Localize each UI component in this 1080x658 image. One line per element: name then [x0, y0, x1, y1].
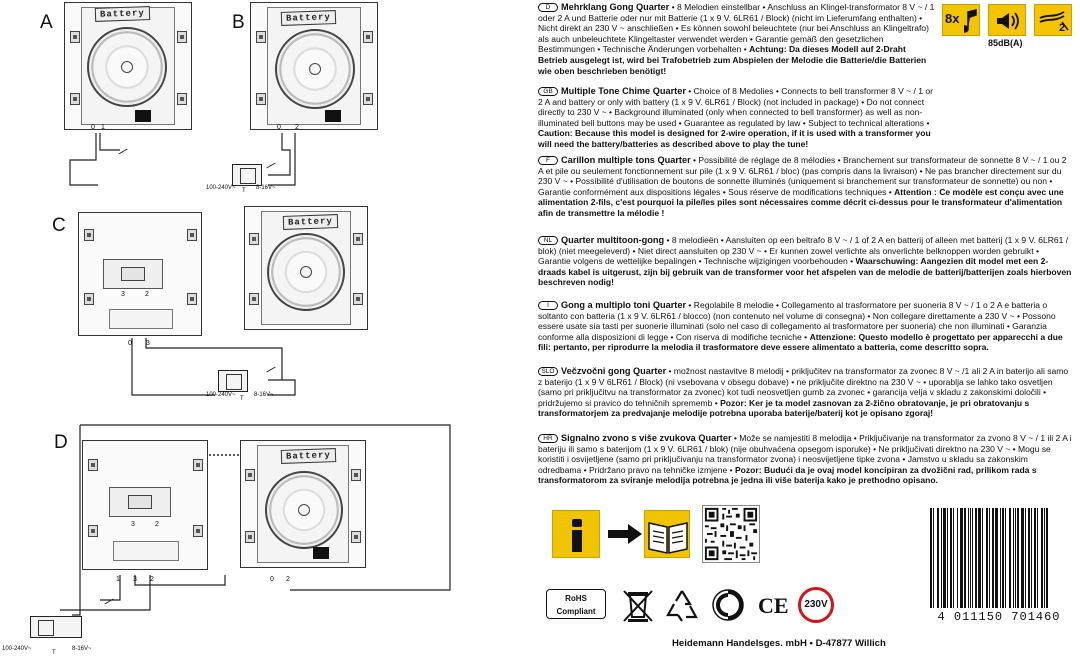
rohs-badge: RoHS Compliant [546, 589, 606, 619]
manual-book-icon [644, 510, 690, 558]
battery-label: Battery [95, 6, 150, 22]
weee-bin-icon [620, 587, 656, 623]
section-nl: NL Quarter multitoon-gong • 8 melodieën • Aansluiten op een beltrafo 8 V ~ / 1 of 2 A en batterij of alleen met batterij (1 x 9 V. 6LR61 / blok) (niet meegeleverd) • Niet direct aansluiten op 230 V ~ • Er kunnen zowel verlichte als onverlichte belknoppen worden gebruikt • Garantie volgens de wettelijke bepalingen • Technische wijzigingen voorbehouden • Waarschuwing: Aangezien dit model met een 2-draads kabel is uitgerust, zijn bij gebruik van de transformer voor het afspelen van de melodie de batterij/batterijen zoals hierboven beschreven nodig! [538, 235, 1072, 288]
section-slo: SLO Večzvočni gong Quarter • možnost nastavitve 8 melodij • priključitev na transformator za zvonec 8 V ~ /1 ali 2 A in baterijo ali samo z baterijo (1 x 9 V 6LR61 / Block) (ni vsebovana v obsegu dobave) • ne priključite direktno na 230 V ~ • uporablja se lahko tako osvetljen (samo pri priključitvu na transformator za zvonec) kot tudi neosvetljen gumb za zvonec • garancija velja v skladu z zakonskimi določili • pridržujemo si pravico do tehničnih sprememb • Pozor: Ker je ta model zasnovan za 2-žično obratovanje, je pri obratovanju s transformatorjem za predvajanje melodije potrebna uporaba baterije/baterij kot je opisano zgoraj! [538, 366, 1069, 419]
figure-label-d: D [54, 432, 68, 453]
battery-label: Battery [281, 448, 336, 464]
figure-label-c: C [52, 215, 66, 236]
chime-unit-c-base: 3 2 [78, 212, 202, 336]
product-description-panel [532, 0, 1080, 658]
barcode-number: 4 011150 701460 [937, 610, 1061, 624]
arrow-right-icon [608, 522, 644, 546]
section-f: F Carillon multiple tons Quarter • Possibilité de réglage de 8 mélodies • Branchement sur transformateur de sonnette 8 V ~ / 1 ou 2 A et pile ou seulement fonctionnement sur pile (1 x 9 V. 6LR61 / bloc) (pas compris dans la livraison) • Ne pas brancher directement sur du 230 V ~ • Possibilité d'utilisation de boutons de sonnette illuminés (uniquement si branchement sur transformateur de sonnette) ou non • Garantie conformément aux dispositions légales • Sous réserve de modifications techniques • Attention : Ce modèle est conçu avec une alimentation 2-fils, c'est pourquoi la pile/les piles sont nécessaires comme décrit ci-dessus pour le transformateur d'alimentation afin de transmettre la mélodie ! [538, 155, 1067, 218]
no-230v-icon: 230V [798, 587, 834, 623]
chime-unit-d-base: 3 2 [82, 440, 208, 570]
melodies-icon: 8x [942, 4, 980, 36]
qr-code [702, 505, 760, 563]
battery-label: Battery [283, 214, 338, 230]
section-i: I Gong a multiplo toni Quarter • Regolabile 8 melodie • Collegamento al trasformatore per suoneria 8 V ~ / 1 o 2 A e batteria o soltanto con batteria (1 x 9 V. 6LR61 / blocco) (non contenuto nel volume di consegna) • Non collegare direttamente a 230 V ~ • Possono essere usate sia tasti per suonerie illuminati (solo nel caso di collegamento al trasformatore per suoneria) che non illuminati • Garanzia conforme alla disposizioni di legge • Con riserva di modifiche tecniche • Attenzione: Questo modello è progettato per apparecchi a due fili: pertanto, per riprodurre la melodia il trasformatore deve essere alimentato a batteria, come descritto sopra. [538, 300, 1063, 353]
loudness-icon [988, 4, 1026, 36]
wiring-diagrams: A B C D Battery 0 1 Battery 0 2 100-240V~ T 8-16V~ 3 2 Battery 0 3 100-240V~ T 8-16V~ 3 2 Battery 1 3 2 0 2 100-240V~ T 8-16V~ [0, 0, 520, 658]
manufacturer-footer: Heidemann Handelsges. mbH • D-47877 Willich [672, 638, 886, 649]
bell-button [266, 160, 276, 170]
chime-unit-c-speaker [244, 206, 368, 330]
wire-icon: 2 [1034, 4, 1072, 36]
spec-icons [942, 4, 1080, 54]
battery-label: Battery [281, 10, 336, 26]
green-dot-icon [710, 587, 746, 623]
info-icon [552, 510, 600, 558]
section-hr: HR Signalno zvono s više zvukova Quarter • Može se namjestiti 8 melodija • Priključivanje na transformator za zvono 8 V ~ / 1 ili 2 A i bateriju ili samo s baterijom (1 x 9 V. 6LR61 / blok) (nije obuhvaćena opsegom isporuke) • Ne priključivati direktno na 230 V ~ • Mogu se koristiti i osvijetljene (samo pri priključivanju na transformator zvona) i neosvijetljene tipke zvona • Jamstvo u skladu sa zakonskim odredbama • Pridržano pravo na tehničke izmjene • Pozor: Budući da je ovaj model koncipiran za dvožični rad, prilikom rada s transformatorom za sviranje melodija potrebna je jedna ili više baterija kako je prethodno opisano. [538, 433, 1072, 486]
recycle-icon [664, 587, 700, 623]
transformer [30, 616, 82, 638]
chime-unit-a: Battery 0 1 [64, 2, 192, 130]
barcode [930, 508, 1068, 628]
figure-label-b: B [232, 12, 245, 33]
section-de: D Mehrklang Gong Quarter • 8 Melodien einstellbar • Anschluss an Klingel-transformator 8 V ~ / 1 oder 2 A und Batterie oder nur mit Batterie (1 x 9 V. 6LR61 / Block) (nicht im Lieferumfang enthalten) • Nicht direkt an 230 V ~ anschließen • Es können sowohl beleuchtete (nur bei Anschluss an Klingeltrafo) als auch unbeleuchtete Klingeltaster verwendet werden • Garantie gemäß den gesetzlichen Bestimmungen • Technische Änderungen vorbehalten • Achtung: Da dieses Modell auf 2-Draht Betrieb ausgelegt ist, wird bei Trafobetrieb zum Abspielen der Melodie die Batterie/die Batterien wie oben beschrieben benötigt! [538, 2, 935, 76]
barcode-bars [930, 508, 1068, 608]
loudness-label: 85dB(A) [988, 38, 1023, 48]
bell-button [118, 146, 128, 156]
figure-label-a: A [40, 12, 53, 33]
transformer [218, 370, 248, 392]
certification-marks [546, 585, 836, 627]
section-gb: GB Multiple Tone Chime Quarter • Choice of 8 Medolies • Connects to bell transformer 8 V ~ / 1 or 2 A and battery or only with battery (1 x 9 V. 6LR61 / Block) (not included in package) • Do not connect directly to 230 V ~ • Background illuminated (only when connected to bell transformer) as well as non-illuminated bell buttons may be used • Guarantee as regulated by law • Subject to technical alterations • Caution: Because this model is designed for 2-wire operation, if it is used with a transformer you will need the battery/batteries as described above to play the tune! [538, 86, 933, 149]
ce-mark: CE [758, 593, 789, 618]
bell-button [104, 596, 114, 606]
bell-button [266, 364, 276, 374]
chime-unit-b: Battery 0 2 [250, 2, 378, 130]
chime-unit-d-speaker [240, 440, 366, 568]
transformer [232, 164, 262, 186]
